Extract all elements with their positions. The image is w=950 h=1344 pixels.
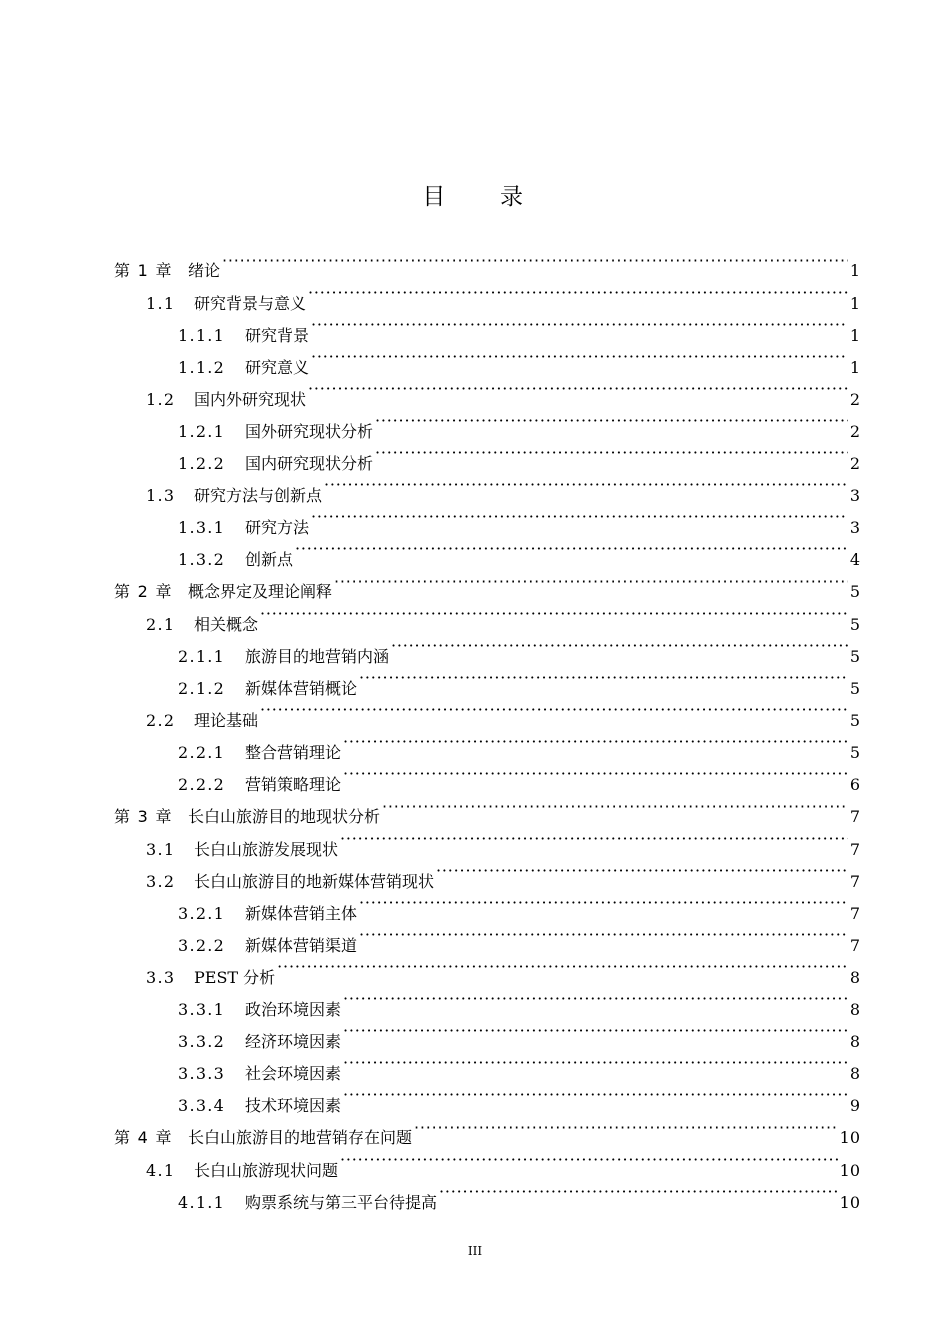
toc-entry-label: 研究方法 (245, 518, 310, 537)
toc-entry-label: 长白山旅游发展现状 (194, 840, 339, 859)
toc-entry-number: 1.2.2 (178, 454, 226, 473)
toc-entry-number: 第 2 章 (114, 582, 173, 601)
toc-entry-label: 概念界定及理论阐释 (188, 582, 333, 601)
toc-entry-page: 7 (849, 840, 860, 859)
toc-entry-number: 2.1.2 (178, 679, 226, 698)
toc-entry-label: 国外研究现状分析 (245, 422, 374, 441)
toc-entry-page: 8 (849, 1000, 860, 1019)
toc-entry-page: 7 (849, 936, 860, 955)
toc-dot-leader (340, 1144, 838, 1176)
toc-dot-leader (343, 1047, 848, 1079)
toc-dot-leader (343, 1015, 848, 1047)
table-of-contents (114, 244, 860, 1212)
toc-entry-label: 新媒体营销概论 (245, 679, 358, 698)
toc-entry-page: 7 (849, 872, 860, 891)
toc-entry-page: 8 (849, 1032, 860, 1051)
toc-entry-page: 2 (849, 390, 860, 409)
toc-entry-page: 10 (839, 1193, 860, 1212)
toc-dot-leader (334, 565, 848, 597)
toc-dot-leader (277, 951, 848, 983)
toc-entry-number: 2.1.1 (178, 647, 226, 666)
toc-dot-leader (359, 919, 848, 951)
toc-entry-number: 3.2.1 (178, 904, 226, 923)
toc-entry-label: 长白山旅游目的地现状分析 (188, 807, 381, 826)
toc-entry-number: 3.3.3 (178, 1064, 226, 1083)
toc-entry-number: 3.3.1 (178, 1000, 226, 1019)
toc-dot-leader (414, 1111, 838, 1143)
toc-entry-number: 1.2 (146, 390, 176, 409)
toc-entry-number: 第 4 章 (114, 1128, 173, 1147)
toc-entry-number: 1.3.2 (178, 550, 226, 569)
toc-entry-number: 3.3.4 (178, 1096, 226, 1115)
toc-entry-page: 1 (849, 261, 860, 280)
toc-dot-leader (311, 501, 848, 533)
toc-entry-page: 1 (849, 294, 860, 313)
toc-dot-leader (343, 983, 848, 1015)
toc-entry-label: 社会环境因素 (245, 1064, 342, 1083)
toc-entry-label: 研究背景 (245, 326, 310, 345)
toc-entry-label: 旅游目的地营销内涵 (245, 647, 390, 666)
toc-entry-label: 长白山旅游目的地新媒体营销现状 (194, 872, 435, 891)
toc-entry-number: 1.1 (146, 294, 176, 313)
toc-dot-leader (375, 405, 848, 437)
toc-entry-page: 2 (849, 454, 860, 473)
toc-entry-label: 国内外研究现状 (194, 390, 307, 409)
toc-title (0, 178, 950, 211)
toc-entry-page: 1 (849, 358, 860, 377)
toc-entry-page: 8 (849, 968, 860, 987)
toc-dot-leader (391, 630, 848, 662)
toc-entry-page: 5 (849, 711, 860, 730)
toc-dot-leader (324, 469, 848, 501)
toc-entry-page: 2 (849, 422, 860, 441)
toc-entry-page: 10 (839, 1161, 860, 1180)
toc-entry-label: 营销策略理论 (245, 775, 342, 794)
toc-entry-label: 长白山旅游现状问题 (194, 1161, 339, 1180)
toc-entry-number: 3.3.2 (178, 1032, 226, 1051)
toc-dot-leader (222, 244, 848, 276)
toc-entry-number: 3.1 (146, 840, 176, 859)
toc-entry-label: 经济环境因素 (245, 1032, 342, 1051)
toc-dot-leader (359, 887, 848, 919)
toc-entry-page: 3 (849, 486, 860, 505)
toc-entry-label: 理论基础 (194, 711, 259, 730)
toc-entry-number: 4.1.1 (178, 1193, 226, 1212)
toc-entry-number: 4.1 (146, 1161, 176, 1180)
toc-entry-label: 研究方法与创新点 (194, 486, 323, 505)
toc-entry-number: 2.2.1 (178, 743, 226, 762)
toc-entry-page: 1 (849, 326, 860, 345)
toc-dot-leader (295, 533, 848, 565)
toc-entry-page: 5 (849, 615, 860, 634)
toc-entry-label: 研究意义 (245, 358, 310, 377)
toc-title-char-2: 录 (500, 184, 528, 210)
toc-dot-leader (436, 855, 848, 887)
toc-entry-label: 相关概念 (194, 615, 259, 634)
toc-entry-number: 3.2.2 (178, 936, 226, 955)
toc-dot-leader (343, 758, 848, 790)
toc-entry-number: 第 3 章 (114, 807, 173, 826)
toc-entry-label: 技术环境因素 (245, 1096, 342, 1115)
toc-entry-label: 新媒体营销主体 (245, 904, 358, 923)
toc-dot-leader (311, 341, 848, 373)
toc-entry-page: 3 (849, 518, 860, 537)
toc-dot-leader (343, 726, 848, 758)
toc-dot-leader (308, 373, 848, 405)
toc-entry-number: 1.3 (146, 486, 176, 505)
toc-entry-label: 购票系统与第三平台待提高 (245, 1193, 438, 1212)
toc-dot-leader (311, 309, 848, 341)
toc-entry-page: 5 (849, 743, 860, 762)
toc-entry-page: 7 (849, 904, 860, 923)
toc-entry-number: 第 1 章 (114, 261, 173, 280)
toc-entry-page: 5 (849, 679, 860, 698)
toc-entry-number: 1.1.2 (178, 358, 226, 377)
toc-entry-label: 长白山旅游目的地营销存在问题 (188, 1128, 413, 1147)
toc-dot-leader (308, 277, 848, 309)
toc-entry-number: 1.1.1 (178, 326, 226, 345)
toc-entry-page: 9 (849, 1096, 860, 1115)
toc-entry-page: 8 (849, 1064, 860, 1083)
toc-dot-leader (343, 1079, 848, 1111)
toc-entry-label: PEST 分析 (194, 968, 276, 987)
toc-entry-number: 3.3 (146, 968, 176, 987)
toc-dot-leader (260, 694, 848, 726)
toc-entry-label: 绪论 (188, 261, 221, 280)
toc-entry-label: 创新点 (245, 550, 294, 569)
toc-dot-leader (359, 662, 848, 694)
toc-entry-page: 5 (849, 582, 860, 601)
toc-entry-page: 10 (839, 1128, 860, 1147)
toc-entry-number: 1.3.1 (178, 518, 226, 537)
toc-entry-page: 6 (849, 775, 860, 794)
toc-entry-page: 5 (849, 647, 860, 666)
toc-dot-leader (260, 598, 848, 630)
toc-entry-number: 1.2.1 (178, 422, 226, 441)
toc-entry-label: 国内研究现状分析 (245, 454, 374, 473)
toc-chapter-entry[interactable] (114, 244, 860, 280)
toc-entry-number: 2.1 (146, 615, 176, 634)
toc-entry-number: 3.2 (146, 872, 176, 891)
toc-dot-leader (340, 823, 848, 855)
page-number-footer: III (467, 1244, 483, 1258)
toc-entry-label: 新媒体营销渠道 (245, 936, 358, 955)
toc-dot-leader (375, 437, 848, 469)
toc-section-entry[interactable] (114, 277, 860, 313)
toc-entry-label: 整合营销理论 (245, 743, 342, 762)
toc-dot-leader (382, 790, 848, 822)
toc-entry-page: 7 (849, 807, 860, 826)
toc-entry-page: 4 (849, 550, 860, 569)
toc-title-char-1: 目 (422, 184, 450, 210)
toc-entry-number: 2.2 (146, 711, 176, 730)
toc-entry-label: 政治环境因素 (245, 1000, 342, 1019)
toc-entry-label: 研究背景与意义 (194, 294, 307, 313)
toc-entry-number: 2.2.2 (178, 775, 226, 794)
toc-dot-leader (439, 1176, 838, 1208)
